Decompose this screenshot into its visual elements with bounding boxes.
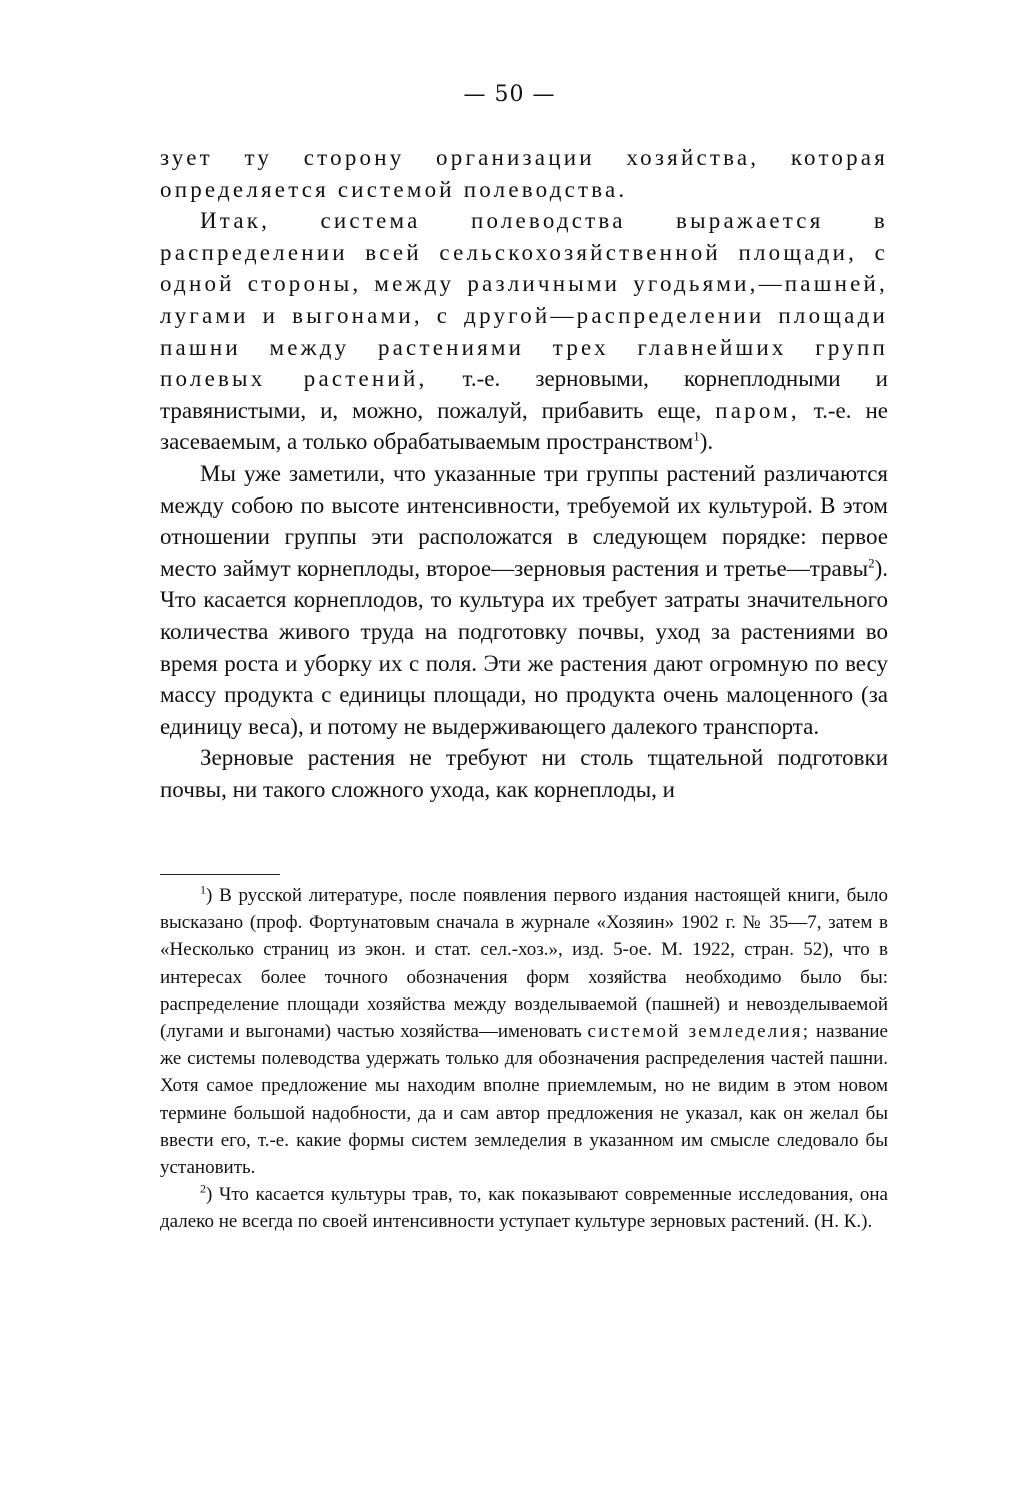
footnote-2 [160, 1181, 888, 1235]
paragraph-4-text: Зерновые растения не требуют ни столь тщательной подготовки почвы, ни такого сложного ухода, как корнеплоды, и [160, 745, 888, 802]
paragraph-3 [160, 458, 888, 742]
paragraph-2-text: т.-е. зерновыми, корнеплодными и травянистыми, и, можно, пожалуй, прибавить еще, [160, 366, 888, 423]
paragraph-1-text: зует ту сторону организации хозяйства, которая определяется системой полеводства. [160, 145, 888, 202]
paragraph-1 [160, 142, 888, 205]
footnote-1-spaced-term: системой земледелия; [587, 1021, 811, 1043]
footnote-2-mark: 2 [200, 1181, 206, 1196]
paragraph-2-spaced-text: Итак, система полеводства выражается в распределении всей сельскохозяйственной площади, с одной стороны, между различными угодьями,—пашней, лугами и выгонами, с другой—распределении площади пашни между растениями трех главнейших групп полевых растений, [160, 208, 888, 392]
footnote-ref-1[interactable]: 1 [693, 428, 700, 444]
footnote-1-text-end: название же системы полеводства удержать только для обозначения распределения частей пашни. Хотя самое предложение мы находим вполне приемлемым, но не видим в этом новом термине большой надобности, да и сам автор предложения не указал, как он желал бы ввести его, т.-е. какие формы систем земледелия в указанном им смысле следовало бы установить. [160, 1021, 888, 1179]
footnotes [160, 882, 888, 1236]
paragraph-3-text: Мы уже заметили, что указанные три группы растений различаются между собою по высоте интенсивности, требуемой их культурой. В этом отношении группы эти расположатся в следующем порядке: первое место займут корнеплоды, второе—зерновыя растения и третье—травы [160, 460, 888, 581]
paragraph-3-text-end: ). Что касается корнеплодов, то культура их требует затраты значительного количества живого труда на подготовку почвы, уход за растениями во время роста и уборку их с поля. Эти же растения дают огромную по весу массу продукта с единицы площади, но продукта очень малоценного (за единицу веса), и потому не выдерживающего далекого транспорта. [160, 555, 888, 739]
paragraph-2 [160, 205, 888, 458]
page-number: — 50 — [463, 82, 556, 107]
footnote-1-text: ) В русской литературе, после появления первого издания настоящей книги, было высказано (проф. Фортунатовым сначала в журнале «Хозяин» 1902 г. № 35—7, затем в «Несколько страниц из экон. и стат. сел.-хоз.», изд. 5-ое. М. 1922, стран. 52), что в интересах более точного обозначения форм хозяйства необходимо было бы: распределение площади хозяйства между возделываемой (пашней) и невозделываемой (лугами и выгонами) частью хозяйства—именовать [160, 885, 888, 1043]
main-text [160, 142, 888, 805]
footnote-ref-2[interactable]: 2 [868, 555, 875, 571]
footnote-1-mark: 1 [200, 882, 206, 897]
paragraph-2-closing: ). [699, 429, 714, 455]
paragraph-2-spaced-word: паром, [715, 397, 800, 423]
footnote-1 [160, 882, 888, 1181]
footnote-2-text: ) Что касается культуры трав, то, как показывают современные исследования, она далеко не всегда по своей интенсивности уступает культуре зерновых растений. (Н. К.). [160, 1184, 888, 1233]
footnote-divider [160, 874, 280, 875]
paragraph-2-text-end: т.-е. не засеваемым, а только обрабатываемым пространством [160, 397, 888, 455]
paragraph-4 [160, 742, 888, 805]
